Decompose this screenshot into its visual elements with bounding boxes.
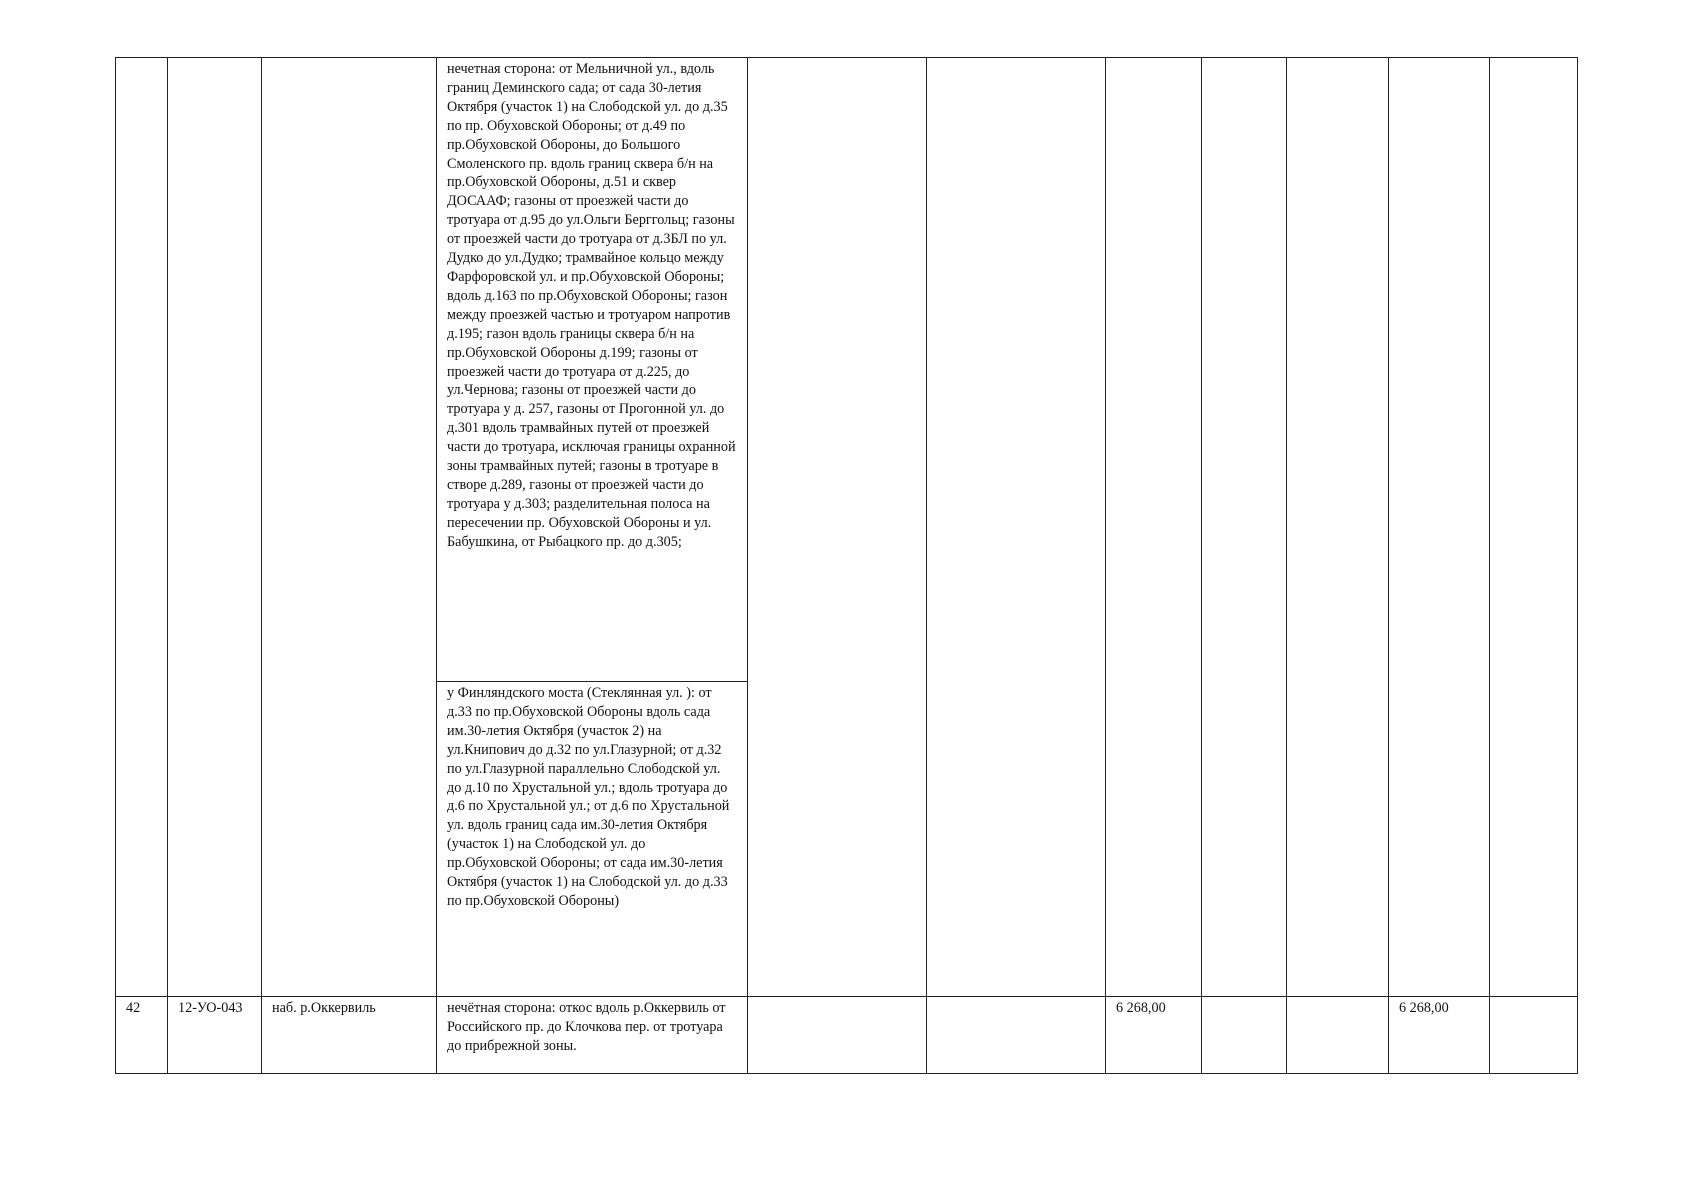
cell-description: нечётная сторона: откос вдоль р.Оккервиль от Российского пр. до Клочкова пер. от тротуара до прибрежной зоны. xyxy=(437,997,748,1074)
cell-empty-9 xyxy=(1287,58,1389,997)
document-page xyxy=(115,57,1578,1074)
cell-area-1-empty xyxy=(1106,58,1202,997)
cell-empty-6 xyxy=(927,997,1106,1074)
cell-description-part2: у Финляндского моста (Стеклянная ул. ): от д.33 по пр.Обуховской Обороны вдоль сада им.30-летия Октября (участок 2) на ул.Книпович до д.32 по ул.Глазурной; от д.32 по ул.Глазурной параллельно Слободской ул. до д.10 по Хрустальной ул.; вдоль тротуара до д.6 по Хрустальной ул.; от д.6 по Хрустальной ул. вдоль границ сада им.30-летия Октября (участок 1) на Слободской ул. до пр.Обуховской Обороны; от сада им.30-летия Октября (участок 1) на Слободской ул. до д.33 по пр.Обуховской Обороны) xyxy=(437,682,748,997)
cell-empty-9 xyxy=(1287,997,1389,1074)
cell-number-empty xyxy=(116,58,168,997)
cell-empty-5 xyxy=(748,997,927,1074)
cell-area-total-empty xyxy=(1389,58,1490,997)
cell-area-1: 6 268,00 xyxy=(1106,997,1202,1074)
cell-empty-8 xyxy=(1202,997,1287,1074)
cell-empty-5 xyxy=(748,58,927,997)
cell-area-total: 6 268,00 xyxy=(1389,997,1490,1074)
cell-empty-8 xyxy=(1202,58,1287,997)
data-table xyxy=(115,57,1578,1074)
cell-empty-6 xyxy=(927,58,1106,997)
table-row-42 xyxy=(116,997,1578,1074)
cell-number: 42 xyxy=(116,997,168,1074)
cell-empty-11 xyxy=(1490,58,1578,997)
table-row-continued xyxy=(116,58,1578,682)
cell-code-empty xyxy=(168,58,262,997)
cell-description-part1: нечетная сторона: от Мельничной ул., вдоль границ Деминского сада; от сада 30-летия Октября (участок 1) на Слободской ул. до д.35 по пр. Обуховской Обороны; от д.49 по пр.Обуховской Обороны, до Большого Смоленского пр. вдоль границ сквера б/н на пр.Обуховской Обороны, д.51 и сквер ДОСААФ; газоны от проезжей части до тротуара от д.95 до ул.Ольги Берггольц; газоны от проезжей части до тротуара от д.3БЛ по ул. Дудко до ул.Дудко; трамвайное кольцо между Фарфоровской ул. и пр.Обуховской Обороны; вдоль д.163 по пр.Обуховской Обороны; газон между проезжей частью и тротуаром напротив д.195; газон вдоль границы сквера б/н на пр.Обуховской Обороны д.199; газоны от проезжей части до тротуара от д.225, до ул.Чернова; газоны от проезжей части до тротуара у д. 257, газоны от Прогонной ул. до д.301 вдоль трамвайных путей от проезжей части до тротуара, исключая границы охранной зоны трамвайных путей; газоны в тротуаре в створе д.289, газоны от проезжей части до тротуара у д.303; разделительная полоса на пересечении пр. Обуховской Обороны и ул. Бабушкина, от Рыбацкого пр. до д.305; xyxy=(437,58,748,682)
cell-code: 12-УО-043 xyxy=(168,997,262,1074)
cell-name-empty xyxy=(262,58,437,997)
cell-name: наб. р.Оккервиль xyxy=(262,997,437,1074)
cell-empty-11 xyxy=(1490,997,1578,1074)
